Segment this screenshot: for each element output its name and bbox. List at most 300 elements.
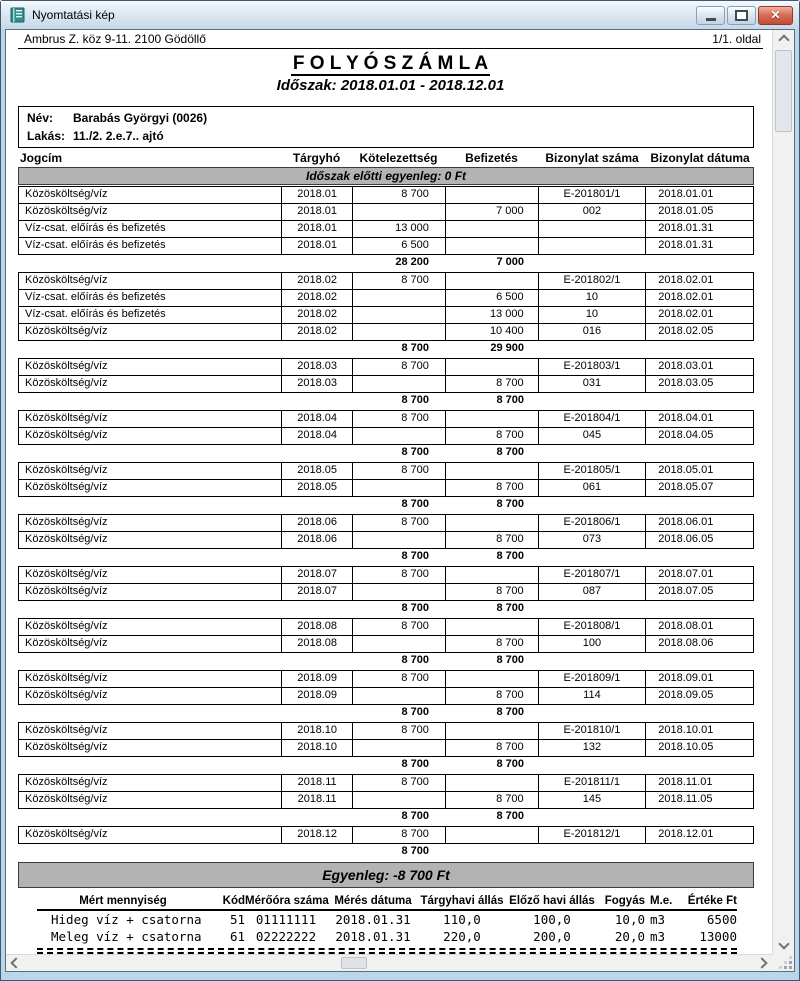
- cell: 6500: [706, 912, 737, 927]
- name-value: Barabás Györgyi (0026): [73, 111, 208, 125]
- close-button[interactable]: [758, 6, 793, 25]
- cell: 200,0: [533, 929, 571, 944]
- subtotal-value: 8 700: [401, 602, 429, 614]
- cell: [352, 792, 445, 808]
- cell: E-201810/1: [538, 723, 646, 739]
- subtotal-value: [18, 809, 281, 825]
- subtotal-value: [281, 757, 352, 773]
- cell: 8 700: [352, 723, 445, 739]
- statement-row: [19, 479, 753, 496]
- month-group: [18, 774, 754, 809]
- cell: 2018.04: [281, 428, 352, 444]
- cell: E-201807/1: [538, 567, 646, 583]
- cell: 132: [538, 740, 646, 756]
- cell: 087: [538, 584, 646, 600]
- scroll-up-button[interactable]: [773, 30, 794, 47]
- cell: Közösköltség/víz: [25, 516, 108, 528]
- statement-row: [19, 220, 753, 237]
- chevron-down-icon: [778, 938, 789, 949]
- cell: m3: [650, 912, 666, 927]
- cell: 8 700: [352, 411, 445, 427]
- cell: [352, 480, 445, 496]
- subtotal-value: [18, 549, 281, 565]
- cell: 2018.02.01: [645, 273, 753, 289]
- cell: Közösköltség/víz: [25, 828, 108, 840]
- cell: 2018.02: [281, 273, 352, 289]
- cell: 6 500: [445, 290, 538, 306]
- chevron-left-icon: [10, 957, 21, 968]
- cell: Közösköltség/víz: [25, 533, 108, 545]
- cell: [445, 463, 538, 479]
- cell: 2018.09.01: [645, 671, 753, 687]
- cell: 8 700: [445, 480, 538, 496]
- cell: E-201808/1: [538, 619, 646, 635]
- cell: Közösköltség/víz: [25, 724, 108, 736]
- cell: E-201802/1: [538, 273, 646, 289]
- group-subtotal: [18, 653, 754, 669]
- cell: 2018.09.05: [645, 688, 753, 704]
- subtotal-value: [281, 601, 352, 617]
- statement-row: [19, 723, 753, 739]
- subtotal-value: 8 700: [496, 810, 524, 822]
- group-subtotal: [18, 445, 754, 461]
- cell: [445, 221, 538, 237]
- cell: 8 700: [445, 532, 538, 548]
- subtotal-value: 8 700: [496, 706, 524, 718]
- subtotal-value: [646, 601, 754, 617]
- cell: 8 700: [352, 775, 445, 791]
- scroll-right-button[interactable]: [755, 955, 772, 971]
- subtotal-value: [646, 497, 754, 513]
- cell: 2018.11: [281, 792, 352, 808]
- cell: 10: [538, 307, 646, 323]
- cell: [445, 187, 538, 203]
- meter-header-meres-datuma: Mérés dátuma: [334, 895, 412, 907]
- scroll-left-button[interactable]: [6, 955, 23, 971]
- subtotal-value: 8 700: [496, 654, 524, 666]
- meter-header-kod: Kód: [222, 895, 245, 907]
- meter-rows: [37, 911, 737, 945]
- cell: 2018.02.01: [645, 307, 753, 323]
- cell: E-201804/1: [538, 411, 646, 427]
- cell: Meleg víz + csatorna: [51, 929, 202, 944]
- subtotal-value: [281, 497, 352, 513]
- subtotal-value: [538, 549, 646, 565]
- cell: Közösköltség/víz: [25, 741, 108, 753]
- subtotal-value: [18, 653, 281, 669]
- cell: 8 700: [445, 376, 538, 392]
- scroll-down-button[interactable]: [773, 937, 794, 954]
- cell: [352, 688, 445, 704]
- subtotal-value: 8 700: [401, 394, 429, 406]
- cell: 01111111: [255, 912, 317, 927]
- window-title: Nyomtatási kép: [32, 8, 115, 22]
- subtotal-value: [646, 653, 754, 669]
- column-header-jogcim: Jogcím: [20, 151, 63, 165]
- cell: 2018.11.01: [645, 775, 753, 791]
- subtotal-value: 8 700: [496, 446, 524, 458]
- cell: 2018.08: [281, 636, 352, 652]
- page-header: [18, 32, 763, 49]
- cell: 2018.07: [281, 567, 352, 583]
- group-subtotal: [18, 393, 754, 409]
- subtotal-value: [646, 255, 754, 271]
- subtotal-value: 8 700: [401, 498, 429, 510]
- cell: 2018.07.05: [645, 584, 753, 600]
- cell: Víz-csat. előírás és befizetés: [25, 222, 166, 234]
- subtotal-value: 8 700: [401, 550, 429, 562]
- subtotal-value: [538, 757, 646, 773]
- subtotal-value: [646, 549, 754, 565]
- cell: 2018.11.05: [645, 792, 753, 808]
- month-group: [18, 826, 754, 844]
- cell: Közösköltség/víz: [25, 620, 108, 632]
- cell: 2018.11: [281, 775, 352, 791]
- statement-row: [19, 306, 753, 323]
- statement-row: [19, 203, 753, 220]
- cell: 100,0: [533, 912, 571, 927]
- subtotal-value: [281, 844, 352, 860]
- statement-column-headers: [18, 150, 754, 167]
- month-group: [18, 358, 754, 393]
- cell: Közösköltség/víz: [25, 274, 108, 286]
- cell: 2018.04.01: [645, 411, 753, 427]
- flat-value: 11./2. 2.e.7.. ajtó: [73, 129, 164, 143]
- meter-header-elozo-havi-allas: Előző havi állás: [509, 895, 595, 907]
- cell: 073: [538, 532, 646, 548]
- statement-row: [19, 289, 753, 306]
- group-subtotal: [18, 601, 754, 617]
- cell: Közösköltség/víz: [25, 481, 108, 493]
- month-group: [18, 514, 754, 549]
- cell: Közösköltség/víz: [25, 672, 108, 684]
- cell: [352, 584, 445, 600]
- subtotal-value: [281, 653, 352, 669]
- cell: 8 700: [352, 515, 445, 531]
- cell: 2018.01.31: [645, 221, 753, 237]
- subtotal-value: [18, 445, 281, 461]
- subtotal-value: 8 700: [401, 446, 429, 458]
- cell: [445, 411, 538, 427]
- month-group: [18, 618, 754, 653]
- meter-row: [37, 928, 737, 945]
- cell: 13 000: [445, 307, 538, 323]
- cell: 2018.05.01: [645, 463, 753, 479]
- minimize-icon: [706, 18, 716, 21]
- cell: 2018.01.31: [645, 238, 753, 254]
- subtotal-value: 8 700: [496, 394, 524, 406]
- cell: 2018.12.01: [645, 827, 753, 843]
- statement-row: [19, 463, 753, 479]
- cell: [352, 307, 445, 323]
- subtotal-value: [646, 445, 754, 461]
- group-subtotal: [18, 255, 754, 271]
- subtotal-value: [538, 393, 646, 409]
- name-label: Név:: [27, 111, 54, 125]
- cell: 002: [538, 204, 646, 220]
- cell: [445, 671, 538, 687]
- close-icon: ✕: [770, 8, 781, 22]
- cell: 20,0: [614, 929, 645, 944]
- cell: 2018.06.01: [645, 515, 753, 531]
- column-header-bizonylat-datuma: Bizonylat dátuma: [650, 151, 750, 165]
- subtotal-value: [646, 809, 754, 825]
- cell: 110,0: [443, 912, 481, 927]
- statement-row: [19, 671, 753, 687]
- chevron-right-icon: [756, 957, 767, 968]
- cell: 2018.05: [281, 463, 352, 479]
- subtotal-value: [538, 445, 646, 461]
- app-icon: [10, 7, 26, 23]
- cell: 100: [538, 636, 646, 652]
- cell: [445, 775, 538, 791]
- subtotal-value: [445, 844, 538, 860]
- cell: [445, 567, 538, 583]
- meter-header-ertek-ft: Értéke Ft: [687, 895, 737, 907]
- cell: 13000: [699, 929, 737, 944]
- cell: 8 700: [445, 428, 538, 444]
- subtotal-value: [18, 601, 281, 617]
- subtotal-value: 8 700: [496, 602, 524, 614]
- cell: Víz-csat. előírás és befizetés: [25, 291, 166, 303]
- minimize-button[interactable]: [696, 6, 725, 25]
- vertical-scroll-thumb[interactable]: [775, 50, 792, 132]
- statement-row: [19, 531, 753, 548]
- cell: 13 000: [352, 221, 445, 237]
- statement-row: [19, 827, 753, 843]
- header-page-number: 1/1. oldal: [712, 32, 761, 46]
- cell: [445, 723, 538, 739]
- cell: 2018.02: [281, 324, 352, 340]
- cell: 2018.01: [281, 221, 352, 237]
- cell: E-201801/1: [538, 187, 646, 203]
- cell: 10,0: [614, 912, 645, 927]
- statement-row: [19, 583, 753, 600]
- customer-box: [18, 106, 754, 148]
- cell: 8 700: [445, 584, 538, 600]
- maximize-icon: [735, 10, 748, 21]
- cell: E-201805/1: [538, 463, 646, 479]
- cell: 2018.04.05: [645, 428, 753, 444]
- cell: Közösköltség/víz: [25, 689, 108, 701]
- cell: 2018.10: [281, 723, 352, 739]
- document-content: [18, 32, 763, 972]
- resize-grip-icon[interactable]: [789, 966, 792, 969]
- cell: 8 700: [352, 619, 445, 635]
- subtotal-value: [538, 601, 646, 617]
- cell: 02222222: [255, 929, 317, 944]
- group-subtotal: [18, 341, 754, 357]
- cell: 2018.05.07: [645, 480, 753, 496]
- chevron-up-icon: [778, 34, 789, 45]
- subtotal-value: [281, 393, 352, 409]
- month-group: [18, 722, 754, 757]
- cell: Közösköltség/víz: [25, 464, 108, 476]
- cell: 2018.07.01: [645, 567, 753, 583]
- subtotal-value: 7 000: [496, 256, 524, 268]
- horizontal-scroll-thumb[interactable]: [341, 957, 367, 969]
- month-group: [18, 186, 754, 255]
- header-address: Ambrus Z. köz 9-11. 2100 Gödöllő: [24, 32, 206, 46]
- subtotal-value: 29 900: [490, 342, 524, 354]
- horizontal-scrollbar[interactable]: [6, 954, 772, 971]
- cell: [445, 273, 538, 289]
- statement-groups: [18, 186, 763, 860]
- subtotal-value: 8 700: [401, 758, 429, 770]
- month-group: [18, 670, 754, 705]
- meter-row: [37, 911, 737, 928]
- cell: 8 700: [445, 792, 538, 808]
- cell: 8 700: [445, 636, 538, 652]
- subtotal-value: 28 200: [395, 256, 429, 268]
- cell: 61: [229, 929, 245, 944]
- statement-row: [19, 567, 753, 583]
- cell: Víz-csat. előírás és befizetés: [25, 308, 166, 320]
- cell: E-201806/1: [538, 515, 646, 531]
- group-subtotal: [18, 757, 754, 773]
- cell: [445, 619, 538, 635]
- maximize-button[interactable]: [727, 6, 756, 25]
- cell: Hideg víz + csatorna: [51, 912, 202, 927]
- cell: [352, 532, 445, 548]
- subtotal-value: [538, 497, 646, 513]
- cell: [445, 515, 538, 531]
- document-period: Időszak: 2018.01.01 - 2018.12.01: [276, 77, 505, 94]
- cell: 2018.01: [281, 187, 352, 203]
- subtotal-value: 8 700: [496, 758, 524, 770]
- cell: 2018.03: [281, 376, 352, 392]
- closing-balance-band: Egyenleg: -8 700 Ft: [18, 862, 754, 888]
- cell: Közösköltség/víz: [25, 793, 108, 805]
- subtotal-value: [18, 393, 281, 409]
- cell: 6 500: [352, 238, 445, 254]
- subtotal-value: [538, 844, 646, 860]
- month-group: [18, 410, 754, 445]
- cell: Közösköltség/víz: [25, 568, 108, 580]
- subtotal-value: [281, 445, 352, 461]
- subtotal-value: [538, 809, 646, 825]
- subtotal-value: [18, 705, 281, 721]
- opening-balance-band: Időszak előtti egyenleg: 0 Ft: [18, 167, 754, 185]
- statement-row: [19, 515, 753, 531]
- cell: 8 700: [352, 671, 445, 687]
- cell: 2018.03.05: [645, 376, 753, 392]
- column-header-bizonylat-szama: Bizonylat száma: [545, 151, 639, 165]
- cell: Közösköltség/víz: [25, 360, 108, 372]
- cell: 51: [229, 912, 245, 927]
- cell: 2018.05: [281, 480, 352, 496]
- cell: [352, 204, 445, 220]
- cell: 114: [538, 688, 646, 704]
- cell: 2018.08: [281, 619, 352, 635]
- subtotal-value: [281, 255, 352, 271]
- month-group: [18, 566, 754, 601]
- group-subtotal: [18, 809, 754, 825]
- cell: [538, 221, 646, 237]
- cell: 2018.03: [281, 359, 352, 375]
- statement-row: [19, 635, 753, 652]
- subtotal-value: 8 700: [496, 498, 524, 510]
- column-header-targyho: Tárgyhó: [292, 151, 341, 165]
- cell: 2018.08.06: [645, 636, 753, 652]
- subtotal-value: [281, 809, 352, 825]
- title-bar: [1, 1, 799, 29]
- cell: 2018.01.05: [645, 204, 753, 220]
- statement-row: [19, 375, 753, 392]
- subtotal-value: [538, 255, 646, 271]
- cell: [352, 740, 445, 756]
- scrollbar-corner: [772, 954, 794, 971]
- statement-row: [19, 237, 753, 254]
- subtotal-value: [18, 757, 281, 773]
- cell: 2018.01.01: [645, 187, 753, 203]
- column-header-befizetes: Befizetés: [465, 151, 518, 165]
- subtotal-value: [281, 549, 352, 565]
- subtotal-value: [18, 341, 281, 357]
- cell: Közösköltség/víz: [25, 188, 108, 200]
- cell: [352, 324, 445, 340]
- subtotal-value: [646, 341, 754, 357]
- cell: 031: [538, 376, 646, 392]
- statement-row: [19, 273, 753, 289]
- cell: 2018.10.01: [645, 723, 753, 739]
- cell: Közösköltség/víz: [25, 325, 108, 337]
- statement-row: [19, 739, 753, 756]
- cell: 8 700: [352, 359, 445, 375]
- cell: 2018.02: [281, 290, 352, 306]
- cell: 2018.09: [281, 671, 352, 687]
- cell: 8 700: [352, 567, 445, 583]
- cell: Közösköltség/víz: [25, 412, 108, 424]
- cell: 2018.04: [281, 411, 352, 427]
- cell: 8 700: [352, 463, 445, 479]
- subtotal-value: [18, 844, 281, 860]
- column-header-kotelezettseg: Kötelezettség: [359, 151, 438, 165]
- group-subtotal: [18, 844, 754, 860]
- group-subtotal: [18, 705, 754, 721]
- meter-header-fogyas: Fogyás: [604, 895, 645, 907]
- cell: E-201803/1: [538, 359, 646, 375]
- cell: Közösköltség/víz: [25, 776, 108, 788]
- subtotal-value: [538, 341, 646, 357]
- cell: [352, 428, 445, 444]
- cell: E-201812/1: [538, 827, 646, 843]
- month-group: [18, 272, 754, 341]
- cell: 8 700: [445, 688, 538, 704]
- subtotal-value: [538, 705, 646, 721]
- cell: 2018.12: [281, 827, 352, 843]
- statement-row: [19, 187, 753, 203]
- meter-column-headers: [37, 894, 737, 911]
- cell: Közösköltség/víz: [25, 637, 108, 649]
- cell: m3: [650, 929, 666, 944]
- cell: [445, 827, 538, 843]
- cell: 10: [538, 290, 646, 306]
- vertical-scrollbar[interactable]: [772, 30, 794, 954]
- meter-header-targyhavi-allas: Tárgyhavi állás: [420, 895, 504, 907]
- subtotal-value: [646, 393, 754, 409]
- cell: 2018.06.05: [645, 532, 753, 548]
- subtotal-value: 8 700: [496, 550, 524, 562]
- subtotal-value: [281, 705, 352, 721]
- cell: 061: [538, 480, 646, 496]
- group-subtotal: [18, 549, 754, 565]
- preview-client-area: [5, 29, 795, 972]
- cell: 8 700: [352, 827, 445, 843]
- cell: 2018.02: [281, 307, 352, 323]
- meter-header-mert-mennyiseg: Mért mennyiség: [79, 895, 167, 907]
- meter-header-me: M.e.: [650, 895, 673, 907]
